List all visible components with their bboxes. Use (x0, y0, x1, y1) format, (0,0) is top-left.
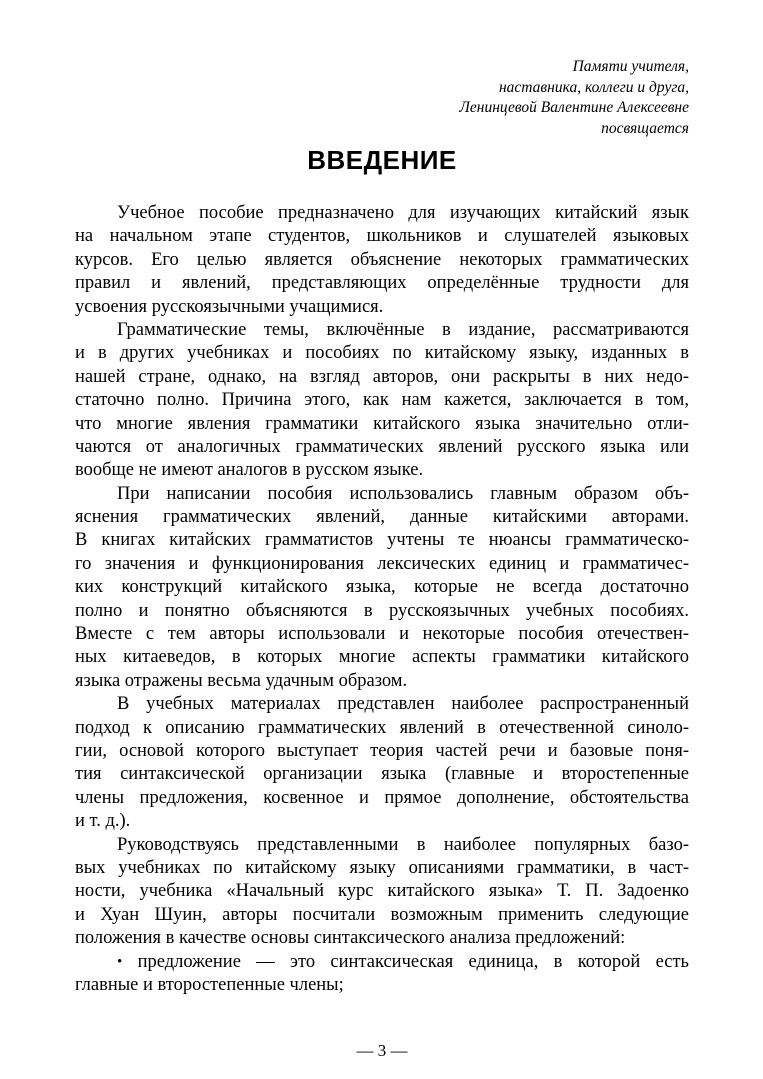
text-line: и т. д.). (75, 811, 131, 832)
text-line: усвоения русскоязычными учащимися. (75, 296, 384, 317)
dedication-line: Ленинцевой Валентине Алексеевне (459, 99, 689, 116)
text-line: го значения и функционирования лексических единиц и грамматичес- (75, 553, 689, 574)
text-line: подход к описанию грамматических явлений в отечественной синоло- (75, 717, 689, 738)
text-line: ных китаеведов, в которых многие аспекты грамматики китайского (75, 647, 689, 668)
text-line: что многие явления грамматики китайского языка значительно отли- (75, 413, 689, 434)
text-line: языка отражены весьма удачным образом. (75, 670, 408, 691)
bullet-item (75, 951, 689, 998)
text-line: Грамматические темы, включённые в издание, рассматриваются (117, 319, 689, 340)
dedication-line: наставника, коллеги и друга, (498, 78, 689, 96)
page-number: — 3 — (356, 1041, 408, 1060)
text-line: тия синтаксической организации языка (главные и второстепенные (75, 764, 689, 785)
text-line: Учебное пособие предназначено для изучающих китайский язык (117, 203, 689, 223)
page-title: ВВЕДЕНИЕ (307, 145, 457, 175)
bullet-icon: • (117, 953, 123, 970)
body-text (75, 202, 689, 997)
text-line: члены предложения, косвенное и прямое дополнение, обстоятельства (75, 787, 689, 808)
dedication-line: Памяти учителя, (572, 58, 689, 75)
text-line: главные и второстепенные члены; (75, 974, 344, 995)
text-line (75, 951, 689, 974)
text-line: правил и явлений, представляющих определённые трудности для (75, 273, 689, 294)
text-line: Вместе с тем авторы использовали и некоторые пособия отечествен- (75, 624, 689, 645)
text-line: и в других учебниках и пособиях по китайскому языку, изданных в (75, 343, 689, 364)
text-line: нашей стране, однако, на взгляд авторов, они раскрыты в них недо- (75, 366, 689, 387)
paragraph (75, 319, 689, 483)
text-line: гии, основой которого выступает теория частей речи и базовые поня- (75, 740, 689, 761)
text-line: Руководствуясь представленными в наиболее популярных базо- (117, 834, 689, 855)
text-line: вых учебниках по китайскому языку описаниями грамматики, в част- (75, 857, 689, 878)
paragraph (75, 693, 689, 833)
bullet-text: предложение — это синтаксическая единица, в которой есть (137, 951, 689, 972)
dedication (289, 57, 689, 139)
text-line: положения в качестве основы синтаксического анализа предложений: (75, 928, 626, 949)
text-line: ности, учебника «Начальный курс китайского языка» Т. П. Задоенко (75, 881, 689, 902)
text-line: статочно полно. Причина этого, как нам кажется, заключается в том, (75, 390, 689, 411)
text-line: полно и понятно объясняются в русскоязычных учебных пособиях. (75, 600, 689, 621)
text-line: При написании пособия использовались главным образом объ- (117, 483, 689, 504)
text-line: на начальном этапе студентов, школьников и слушателей языковых (75, 226, 689, 247)
text-line: яснения грамматических явлений, данные китайскими авторами. (75, 507, 689, 528)
text-line: и Хуан Шуин, авторы посчитали возможным применить следующие (75, 904, 689, 925)
dedication-line: посвящается (601, 119, 689, 137)
paragraph (75, 834, 689, 951)
text-line: В книгах китайских грамматистов учтены те нюансы грамматическо- (75, 530, 689, 551)
text-line: чаются от аналогичных грамматических явлений русского языка или (75, 436, 689, 457)
text-line: ких конструкций китайского языка, которые не всегда достаточно (75, 577, 689, 598)
text-line: курсов. Его целью является объяснение некоторых грамматических (75, 249, 689, 270)
text-line: В учебных материалах представлен наиболее распространенный (117, 694, 689, 715)
text-line: вообще не имеют аналогов в русском языке. (75, 460, 424, 481)
paragraph (75, 483, 689, 694)
paragraph (75, 202, 689, 319)
